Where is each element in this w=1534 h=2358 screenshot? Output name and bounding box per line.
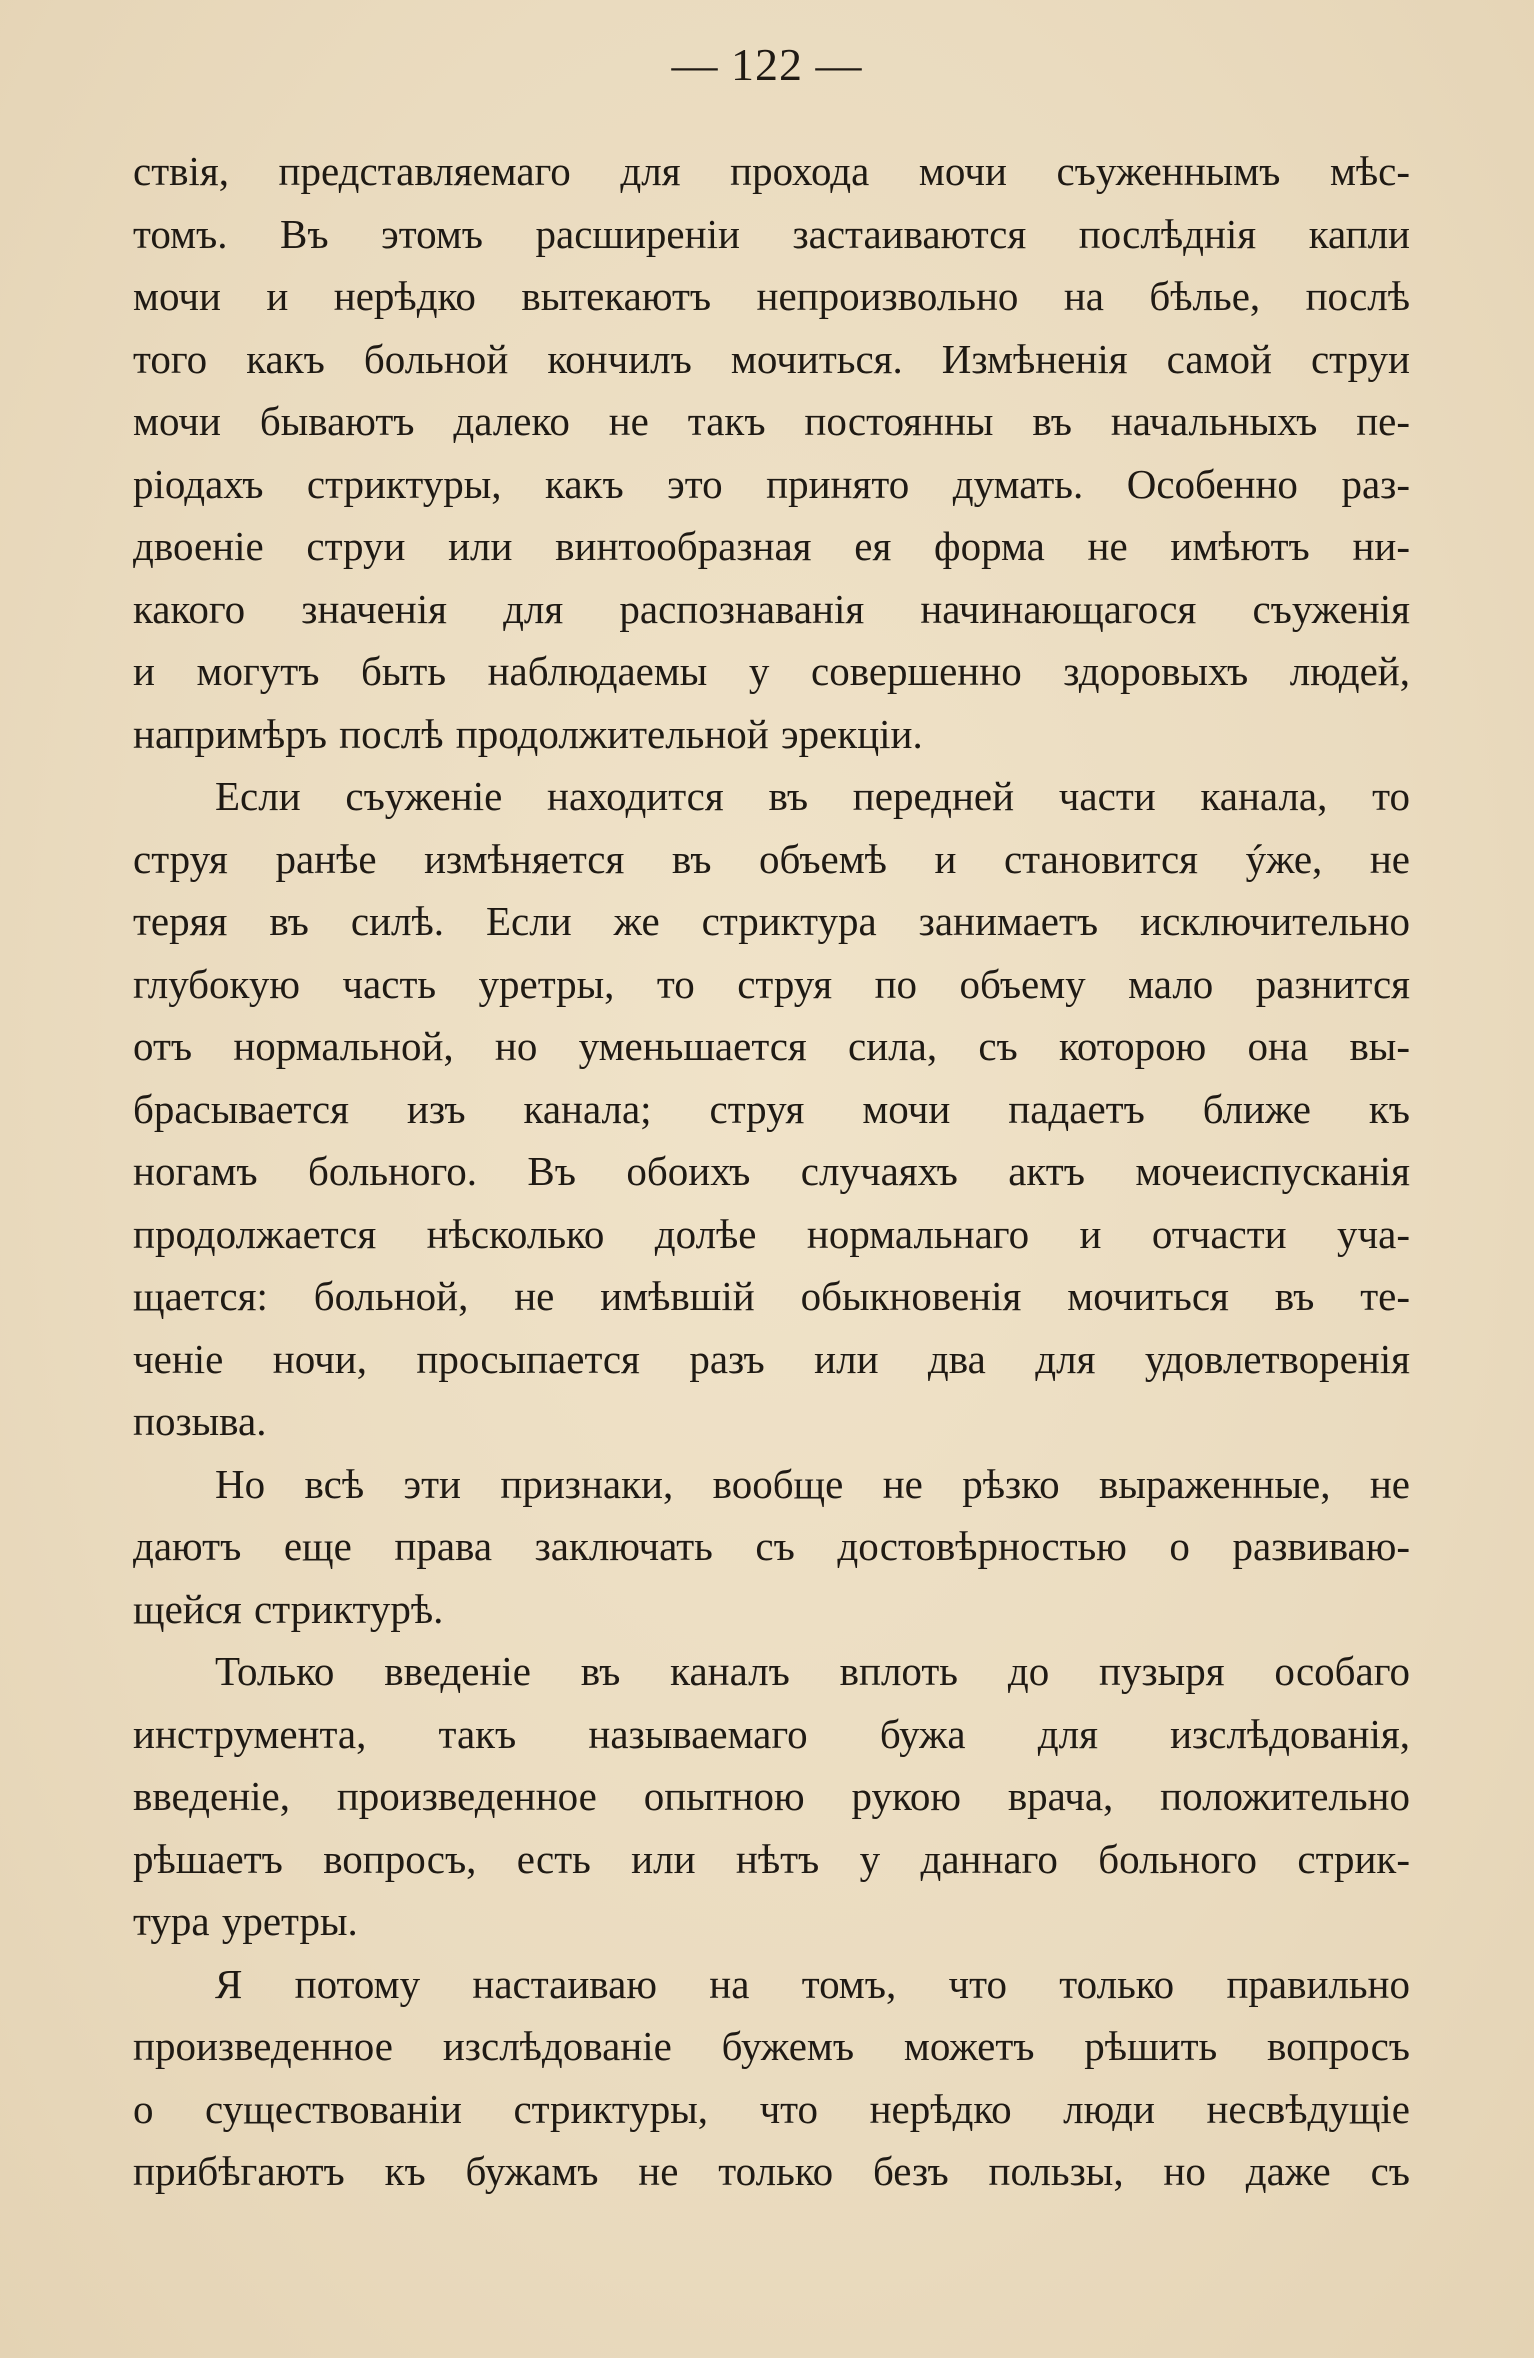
text-line: ногамъ больного. Въ обоихъ случаяхъ актъ мочеиспусканія xyxy=(133,1148,1410,1194)
text-line: позыва. xyxy=(133,1398,267,1444)
text-line: напримѣръ послѣ продолжительной эрекціи. xyxy=(133,710,923,757)
text-line: Только введеніе въ каналъ вплоть до пузыря особаго xyxy=(215,1648,1410,1694)
text-line: щейся стриктурѣ. xyxy=(133,1585,444,1632)
paragraph-4 xyxy=(133,1640,1410,1953)
text-line: какого значенія для распознаванія начинающагося съуженія xyxy=(133,585,1410,632)
paragraph-3 xyxy=(133,1453,1410,1641)
text-line: даютъ еще права заключать съ достовѣрностью о развиваю- xyxy=(133,1523,1410,1569)
text-line: двоеніе струи или винтообразная ея форма не имѣютъ ни- xyxy=(133,523,1410,569)
text-line: Я потому настаиваю на томъ, что только правильно xyxy=(215,1960,1410,2007)
text-line: ствія, представляемаго для прохода мочи съуженнымъ мѣс- xyxy=(133,148,1410,194)
text-line: продолжается нѣсколько долѣе нормальнаго и отчасти уча- xyxy=(133,1210,1410,1257)
text-line: струя ранѣе измѣняется въ объемѣ и становится ýже, не xyxy=(133,835,1410,882)
text-line: введеніе, произведенное опытною рукою врача, положительно xyxy=(133,1773,1410,1819)
text-line: прибѣгаютъ къ бужамъ не только безъ пользы, но даже съ xyxy=(133,2148,1410,2194)
text-line: ченіе ночи, просыпается разъ или два для удовлетворенія xyxy=(133,1335,1410,1382)
text-line: Если съуженіе находится въ передней части канала, то xyxy=(215,773,1410,819)
text-line: томъ. Въ этомъ расширеніи застаиваются послѣднія капли xyxy=(133,210,1410,257)
body-text xyxy=(133,140,1410,2203)
paragraph-2 xyxy=(133,765,1410,1453)
text-line: брасывается изъ канала; струя мочи падаетъ ближе къ xyxy=(133,1085,1410,1132)
text-line: о существованіи стриктуры, что нерѣдко люди несвѣдущіе xyxy=(133,2085,1410,2132)
text-line: теряя въ силѣ. Если же стриктура занимаетъ исключительно xyxy=(133,898,1410,944)
text-line: рѣшаетъ вопросъ, есть или нѣтъ у даннаго больного стрик- xyxy=(133,1835,1410,1882)
paragraph-5 xyxy=(133,1953,1410,2203)
text-line: щается: больной, не имѣвшій обыкновенія мочиться въ те- xyxy=(133,1273,1410,1319)
text-line: глубокую часть уретры, то струя по объему мало разнится xyxy=(133,960,1410,1007)
text-line: мочи и нерѣдко вытекаютъ непроизвольно на бѣлье, послѣ xyxy=(133,273,1410,319)
text-line: мочи бываютъ далеко не такъ постоянны въ начальныхъ пе- xyxy=(133,398,1410,444)
text-line: ріодахъ стриктуры, какъ это принято думать. Особенно раз- xyxy=(133,460,1410,507)
paragraph-1 xyxy=(133,140,1410,765)
text-line: тура уретры. xyxy=(133,1898,358,1944)
text-line: произведенное изслѣдованіе бужемъ можетъ рѣшить вопросъ xyxy=(133,2023,1410,2069)
page-number: — 122 — xyxy=(671,39,863,90)
text-line: того какъ больной кончилъ мочиться. Измѣненія самой струи xyxy=(133,335,1410,382)
text-line: Но всѣ эти признаки, вообще не рѣзко выраженные, не xyxy=(215,1460,1410,1507)
text-line: и могутъ быть наблюдаемы у совершенно здоровыхъ людей, xyxy=(133,648,1410,694)
text-line: инструмента, такъ называемаго бужа для изслѣдованія, xyxy=(133,1710,1410,1757)
text-line: отъ нормальной, но уменьшается сила, съ которою она вы- xyxy=(133,1023,1410,1069)
